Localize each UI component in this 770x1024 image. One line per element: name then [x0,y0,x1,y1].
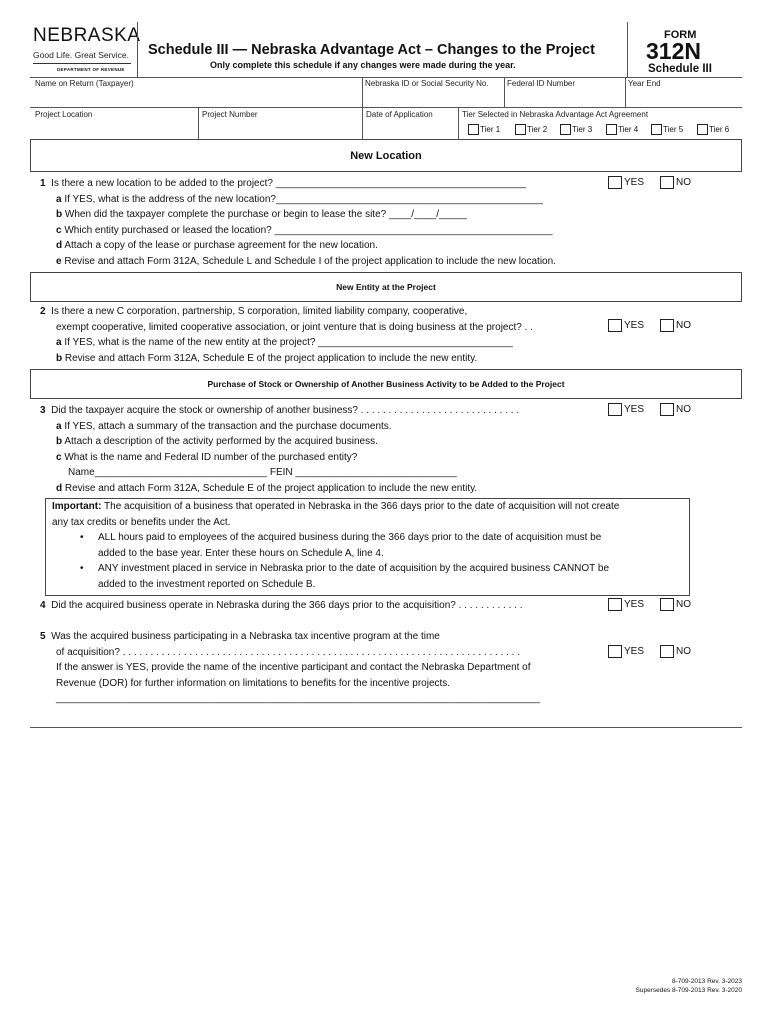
grid-line [362,77,363,107]
question-3: 3 Did the taxpayer acquire the stock or ownership of another business? . . . . . . . . . . . . . . . . . . . . . . . . . . . . . a If YES, attach a summary of the transaction and the purchase documents. b Attach a description of the activity performed by the acquired business. c What is the name and Federal ID number of the purchased entity? Name_______________________________ FEIN _____________________________ d Revise and attach Form 312A, Schedule E of the project application to include the new entity. [40,405,520,494]
q3-yes-checkbox[interactable] [608,403,622,416]
tier-3-checkbox[interactable] [560,124,571,135]
tier-6-option[interactable]: Tier 6 [697,124,729,135]
q4-no-option[interactable]: NO [660,598,691,611]
nebraska-logo-text: NEBRASKA [33,25,141,46]
q2-no-option[interactable]: NO [660,319,691,332]
tier-3-option[interactable]: Tier 3 [560,124,592,135]
header-divider-right [627,22,628,77]
q1-no-option[interactable]: NO [660,176,691,189]
page-subtitle: Only complete this schedule if any changes were made during the year. [210,60,516,70]
form-label: FORM [664,29,697,41]
grid-line [504,77,505,107]
nebraska-id-label: Nebraska ID or Social Security No. [365,79,489,88]
project-number-label: Project Number [202,110,258,119]
important-notice: Important: The acquisition of a business that operated in Nebraska in the 366 days prior to the date of acquisition will not create any tax credits or benefits under the Act. • ALL hours paid to employees of the acquired business during the 366 days prior to the date of acquisition must be added to the base year. Enter these hours on Schedule A, line 4. • ANY investment placed in service in Nebraska prior to the date of acquisition by the acquired business CANNOT be added to the investment reported on Schedule B. [45,498,690,596]
tier-selected-label: Tier Selected in Nebraska Advantage Act Agreement [462,110,649,119]
project-location-label: Project Location [35,110,93,119]
header-divider-left [137,22,138,77]
form-revision: 8-709-2013 Rev. 3-2023 Supersedes 8-709-2013 Rev. 3-2020 [635,978,742,994]
grid-line [30,107,742,108]
q1-yes-option[interactable]: YES [608,176,644,189]
question-1: 1 Is there a new location to be added to the project? _____________________________________________ a If YES, what is the address of the new location?________________________________________________ b When did the taxpayer complete the purchase or begin to lease the site? ____/____/_____ c Which entity purchased or leased the location? __________________________________________________ d Attach a copy of the lease or purchase agreement for the new location. e Revise and attach Form 312A, Schedule L and Schedule I of the project application to include the new location. [40,178,556,267]
grid-line [362,107,363,139]
q5-no-option[interactable]: NO [660,645,691,658]
section-purchase [30,369,742,399]
logo-tagline: Good Life. Great Service. [33,50,129,60]
section-new-location [30,139,742,172]
q2-yes-option[interactable]: YES [608,319,644,332]
q3-no-option[interactable]: NO [660,403,691,416]
section-title: Purchase of Stock or Ownership of Another Business Activity to be Added to the Project [207,379,565,389]
q4-yes-checkbox[interactable] [608,598,622,611]
tier-2-option[interactable]: Tier 2 [515,124,547,135]
tier-6-checkbox[interactable] [697,124,708,135]
q4-no-checkbox[interactable] [660,598,674,611]
name-on-return-label: Name on Return (Taxpayer) [35,79,134,88]
question-2: 2 Is there a new C corporation, partnership, S corporation, limited liability company, cooperative, exempt cooperative, limited cooperative association, or joint venture that is doing business at the project? . . a If YES, what is the name of the new entity at the project? ___________________________________ b Revise and attach Form 312A, Schedule E of the project application to include the new entity. [40,306,533,364]
q1-yes-checkbox[interactable] [608,176,622,189]
q1-no-checkbox[interactable] [660,176,674,189]
tier-5-checkbox[interactable] [651,124,662,135]
section-title: New Entity at the Project [336,282,436,292]
q2-no-checkbox[interactable] [660,319,674,332]
q5-yes-option[interactable]: YES [608,645,644,658]
q3-no-checkbox[interactable] [660,403,674,416]
logo-department: DEPARTMENT OF REVENUE [57,67,125,72]
grid-line [30,77,742,78]
federal-id-label: Federal ID Number [507,79,576,88]
tier-5-option[interactable]: Tier 5 [651,124,683,135]
tier-1-option[interactable]: Tier 1 [468,124,500,135]
tier-2-checkbox[interactable] [515,124,526,135]
section-new-entity [30,272,742,302]
grid-line [625,77,626,107]
section-title: New Location [350,149,422,162]
logo-divider [33,63,131,64]
grid-line [198,107,199,139]
q4-yes-option[interactable]: YES [608,598,644,611]
date-of-application-label: Date of Application [366,110,433,119]
q2-yes-checkbox[interactable] [608,319,622,332]
q5-no-checkbox[interactable] [660,645,674,658]
question-4: 4 Did the acquired business operate in Nebraska during the 366 days prior to the acquisition? . . . . . . . . . . . . [40,600,523,611]
tier-1-checkbox[interactable] [468,124,479,135]
q5-yes-checkbox[interactable] [608,645,622,658]
tier-4-checkbox[interactable] [606,124,617,135]
tier-4-option[interactable]: Tier 4 [606,124,638,135]
form-number: 312N [646,38,701,64]
question-5: 5 Was the acquired business participating in a Nebraska tax incentive program at the time of acquisition? . . . . . . . . . . . . . . . . . . . . . . . . . . . . . . . . . . . . . . . . . . . . . . . . . . . . . . . . . . . . . . . . . . . . . . . . If the answer is YES, provide the name of the incentive participant and contact the Nebraska Department of Revenue (DOR) for further information on limitations to benefits for the incentive projects. _______________________________________________________________________________________ [40,631,540,704]
q3-yes-option[interactable]: YES [608,403,644,416]
grid-line [458,107,459,139]
form-schedule: Schedule III [648,63,712,75]
page-title: Schedule III — Nebraska Advantage Act – Changes to the Project [148,42,595,58]
bottom-rule [30,727,742,728]
year-end-label: Year End [628,79,661,88]
